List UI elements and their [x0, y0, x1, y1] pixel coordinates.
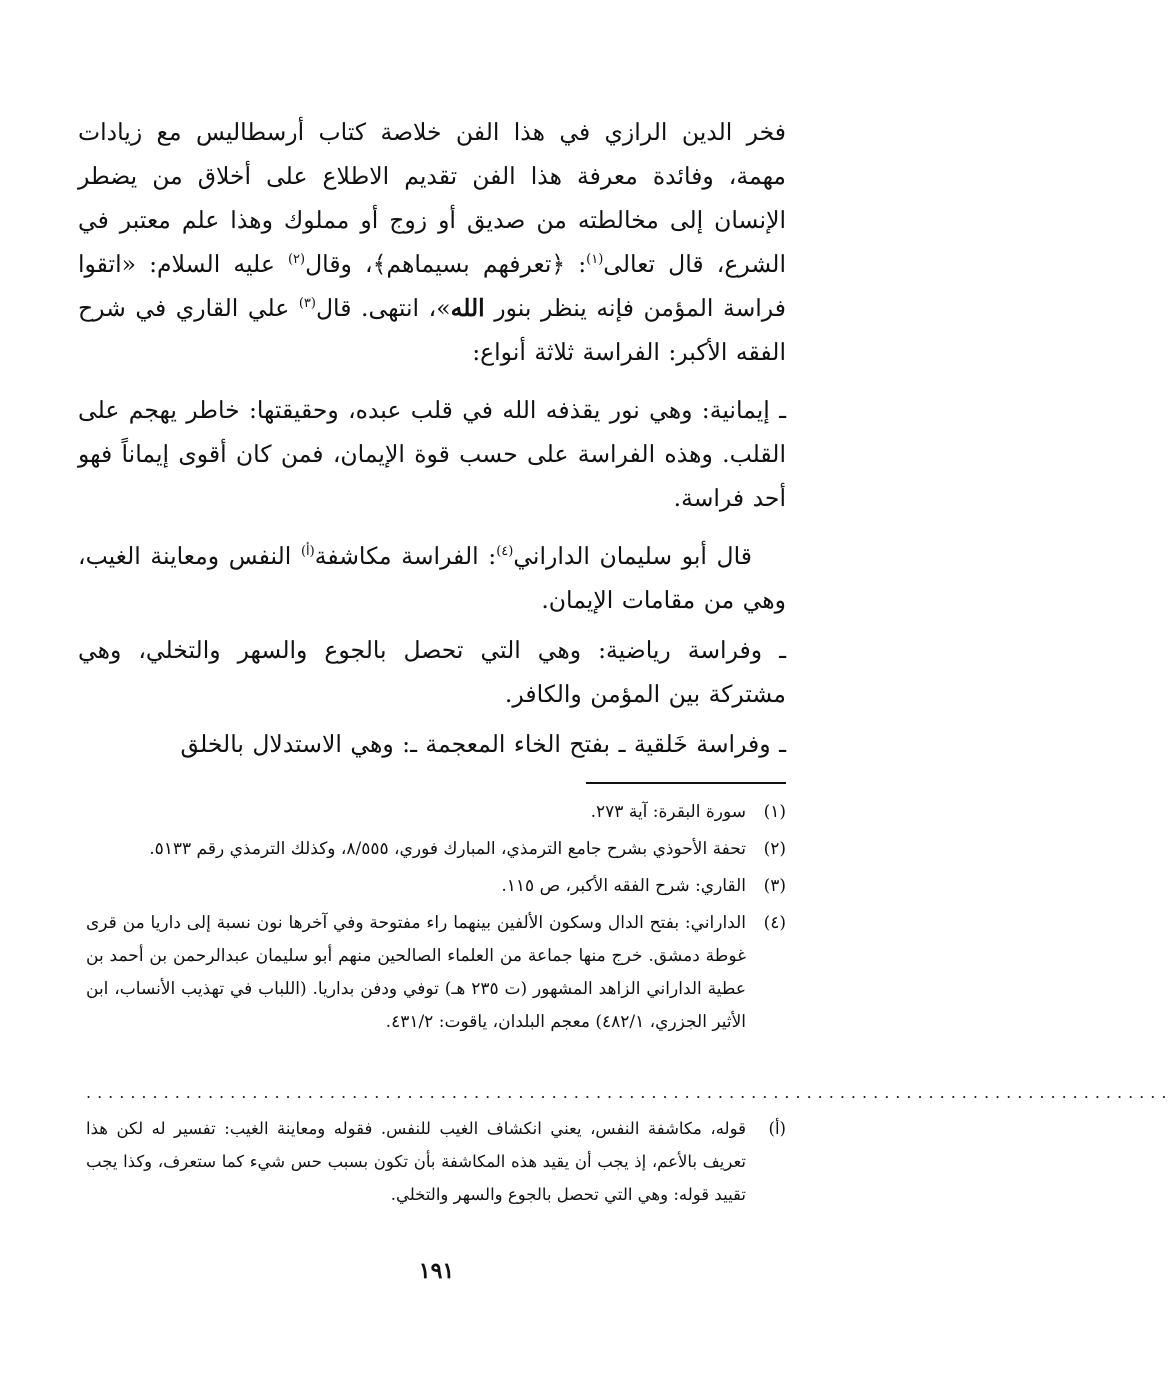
dotted-separator: ..................................................................................................	[86, 1083, 1172, 1102]
footnote-4	[86, 907, 786, 1039]
footnote-text: الداراني: بفتح الدال وسكون الألفين بينهما راء مفتوحة وفي آخرها نون نسبة إلى داريا من قرى غوطة دمشق. خرج منها جماعة من العلماء الصالحين منهم أبو سليمان عبدالرحمن بن أحمد بن عطية الداراني الزاهد المشهور (ت ٢٣٥ هـ) توفي ودفن بداريا. (اللباب في تهذيب الأنساب، ابن الأثير الجزري، ٤٨٢/١) معجم البلدان، ياقوت: ٤٣١/٢.	[86, 913, 746, 1032]
footnote-separator	[586, 782, 786, 784]
footnote-number: (٣)	[763, 876, 786, 896]
footnote-number: (١)	[763, 802, 786, 822]
footnote-3	[86, 870, 786, 903]
paragraph-3-text-b: : الفراسة مكاشفة	[314, 542, 497, 570]
footnote-text: القاري: شرح الفقه الأكبر، ص ١١٥.	[501, 876, 746, 896]
footnote-2	[86, 833, 786, 866]
footnote-ref-1[interactable]: (١)	[586, 252, 604, 268]
paragraph-5: ـ وفراسة خَلقية ـ بفتح الخاء المعجمة ـ: وهي الاستدلال بالخلق	[180, 730, 786, 758]
editor-note-text: قوله، مكاشفة النفس، يعني انكشاف الغيب للنفس. فقوله ومعاينة الغيب: تفسير له لكن هذا تعريف بالأعم، إذ يجب أن يقيد هذه المكاشفة بأن تكون بسبب حس شيء كما ستعرف، وكذا يجب تقييد قوله: وهي التي تحصل بالجوع والسهر والتخلي.	[86, 1119, 746, 1204]
paragraph-1-text-b: : ﴿تعرفهم بسيماهم﴾، وقال	[305, 250, 587, 278]
paragraph-2: ـ إيمانية: وهي نور يقذفه الله في قلب عبده، وحقيقتها: خاطر يهجم على القلب. وهذه الفراسة على حسب قوة الإيمان، فمن كان أقوى إيماناً فهو أحد فراسة.	[78, 396, 786, 512]
editor-note-number: (أ)	[768, 1119, 786, 1138]
footnote-1	[86, 796, 786, 829]
editor-notes	[86, 1112, 786, 1215]
footnote-text: تحفة الأحوذي بشرح جامع الترمذي، المبارك فوري، ٨/٥٥٥، وكذلك الترمذي رقم ٥١٣٣.	[149, 839, 746, 859]
paragraph-1-text-a: فخر الدين الرازي في هذا الفن خلاصة كتاب أرسطاليس مع زيادات مهمة، وفائدة معرفة هذا الفن تقديم الاطلاع على أخلاق من يضطر الإنسان إلى مخالطته من صديق أو زوج أو مملوك وهذا علم معتبر في الشرع، قال تعالى	[78, 118, 786, 278]
paragraph-1-text-e: علي القاري في شرح الفقه الأكبر: الفراسة ثلاثة أنواع:	[78, 294, 786, 366]
main-text	[78, 110, 786, 766]
footnote-number: (٤)	[763, 913, 786, 933]
paragraph-1-text-c: عليه السلام: «اتقوا فراسة المؤمن فإنه ينظر بنور	[78, 250, 787, 322]
editor-note-a	[86, 1112, 786, 1211]
editor-note-ref-a[interactable]: (أ)	[300, 544, 315, 560]
footnote-number: (٢)	[763, 839, 786, 859]
footnote-ref-2[interactable]: (٢)	[287, 252, 306, 268]
divine-name: الله	[450, 294, 485, 322]
paragraph-4: ـ وفراسة رياضية: وهي التي تحصل بالجوع والسهر والتخلي، وهي مشتركة بين المؤمن والكافر.	[78, 636, 786, 708]
footnotes	[86, 796, 786, 1043]
page-number: ١٩١	[418, 1258, 455, 1284]
paragraph-3-text-a: قال أبو سليمان الداراني	[513, 542, 753, 570]
paragraph-3	[78, 534, 786, 622]
paragraph-1-text-d: »، انتهى. قال	[315, 294, 451, 322]
paragraph-1	[78, 110, 786, 374]
footnote-ref-4[interactable]: (٤)	[496, 544, 514, 560]
paragraph-3-text-c: النفس ومعاينة الغيب، وهي من مقامات الإيمان.	[78, 542, 786, 614]
footnote-text: سورة البقرة: آية ٢٧٣.	[590, 802, 746, 822]
footnote-ref-3[interactable]: (٣)	[298, 296, 316, 312]
